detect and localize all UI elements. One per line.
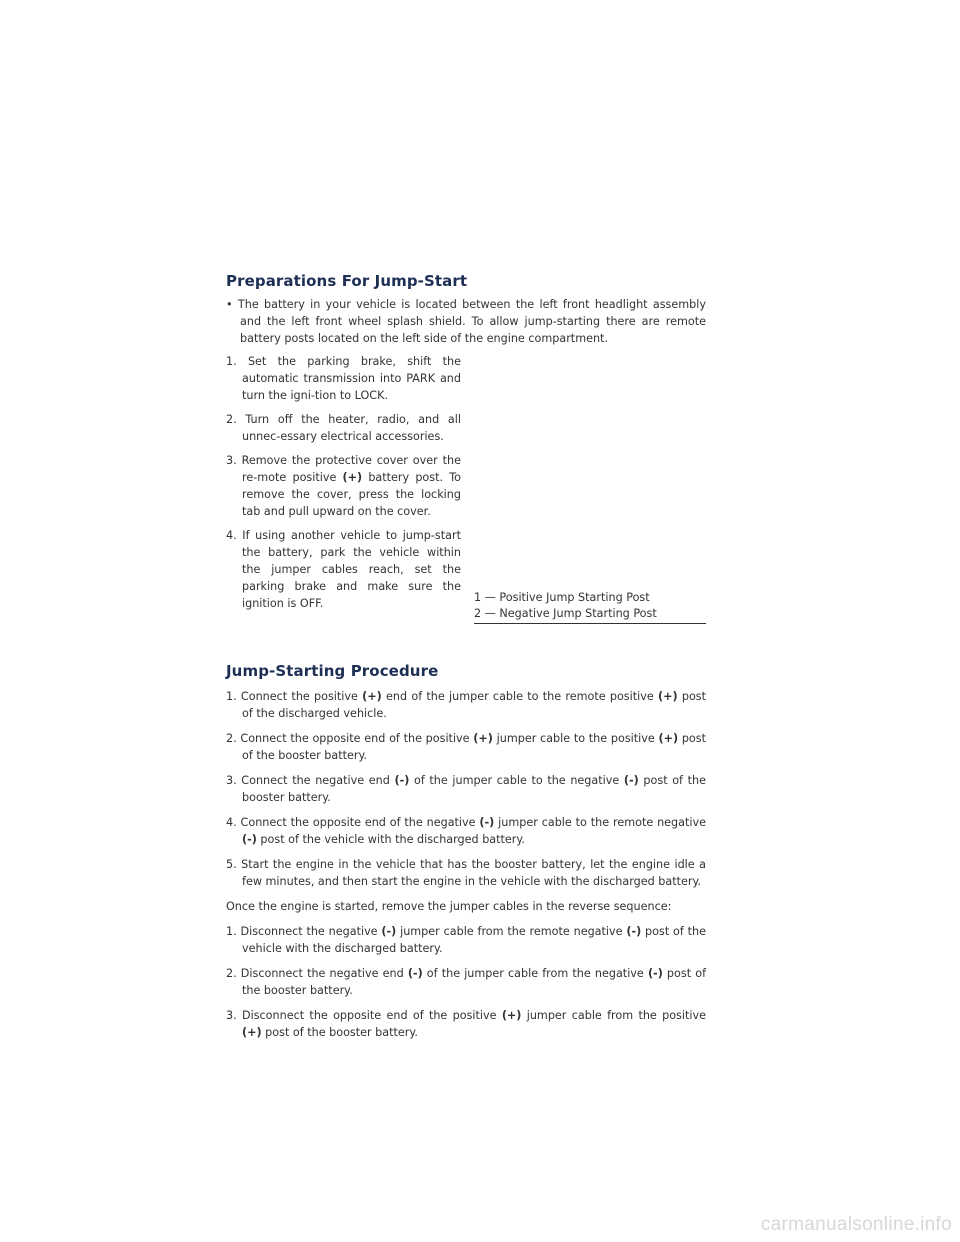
prep-steps-list — [226, 353, 461, 612]
prep-step-4: 4. If using another vehicle to jump-start the battery, park the vehicle within the jumper cables reach, set the parking brake and make sure the ignition is OFF. — [226, 529, 461, 610]
prep-step-2: 2. Turn off the heater, radio, and all unnec-essary electrical accessories. — [226, 413, 461, 443]
proc-step-1: 1. Connect the positive (+) end of the jumper cable to the remote positive (+) post of the discharged vehicle. — [226, 690, 707, 720]
caption-divider — [474, 623, 706, 624]
proc-step-3: 3. Connect the negative end (-) of the jumper cable to the negative (-) post of the booster battery. — [226, 774, 706, 804]
procedure-steps-list — [226, 688, 706, 1041]
section-title-procedure: Jump-Starting Procedure — [226, 662, 439, 680]
site-watermark: carmanualsonline.info — [760, 1214, 952, 1235]
reverse-step-1: 1. Disconnect the negative (-) jumper cable from the remote negative (-) post of the vehicle with the discharged battery. — [226, 925, 706, 955]
proc-step-5: 5. Start the engine in the vehicle that has the booster battery, let the engine idle a few minutes, and then start the engine in the vehicle with the discharged battery. — [226, 858, 706, 888]
caption-negative-post: 2 — Negative Jump Starting Post — [474, 607, 657, 620]
prep-bullet-battery-location: • The battery in your vehicle is located between the left front headlight assembly and the left front wheel splash shield. To allow jump-starting there are remote battery posts located on the left side of the engine compartment. — [226, 298, 706, 345]
section-title-preparations: Preparations For Jump-Start — [226, 272, 468, 290]
reverse-step-2: 2. Disconnect the negative end (-) of the jumper cable from the negative (-) post of the booster battery. — [226, 967, 707, 997]
proc-step-4: 4. Connect the opposite end of the negative (-) jumper cable to the remote negative (-) post of the vehicle with the discharged battery. — [226, 816, 706, 846]
caption-positive-post: 1 — Positive Jump Starting Post — [474, 591, 650, 604]
prep-bullet-block — [226, 296, 706, 347]
reverse-sequence-intro: Once the engine is started, remove the jumper cables in the reverse sequence: — [226, 900, 672, 913]
prep-step-1: 1. Set the parking brake, shift the automatic transmission into PARK and turn the igni-tion to LOCK. — [226, 355, 461, 402]
figure-caption — [474, 590, 706, 622]
reverse-step-3: 3. Disconnect the opposite end of the positive (+) jumper cable from the positive (+) post of the booster battery. — [226, 1009, 706, 1039]
prep-step-3: 3. Remove the protective cover over the re-mote positive (+) battery post. To remove the cover, press the locking tab and pull upward on the cover. — [226, 454, 462, 518]
proc-step-2: 2. Connect the opposite end of the positive (+) jumper cable to the positive (+) post of the booster battery. — [226, 732, 706, 762]
